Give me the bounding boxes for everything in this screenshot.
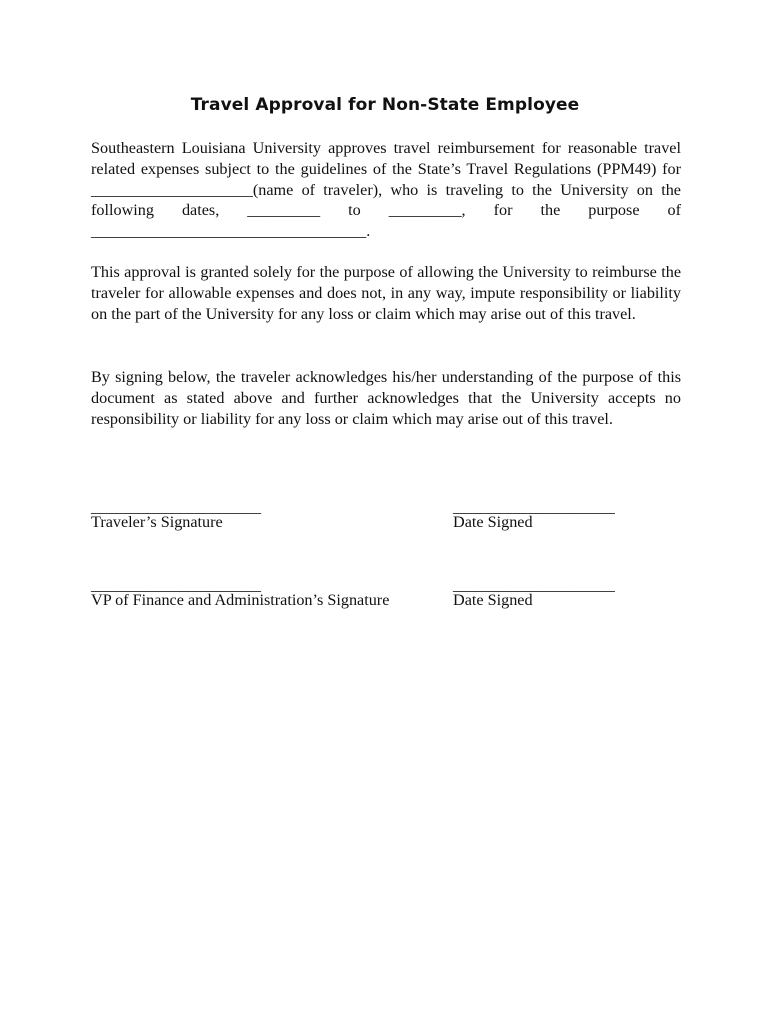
vp-signature-line[interactable]: _____________________ xyxy=(91,576,261,594)
traveler-signature-label: Traveler’s Signature xyxy=(91,513,223,531)
vp-signature-label: VP of Finance and Administration’s Signature xyxy=(91,591,390,609)
traveler-date-line[interactable]: ____________________ xyxy=(453,498,615,516)
acknowledgement-paragraph: By signing below, the traveler acknowledges his/her understanding of the purpose of this document as stated above and further acknowledges that the University accepts no responsibility or liability for any loss or claim which may arise out of this travel. xyxy=(91,368,681,428)
traveler-signature-line[interactable]: _____________________ xyxy=(91,498,261,516)
approval-statement-paragraph: Southeastern Louisiana University approves travel reimbursement for reasonable travel related expenses subject to the guidelines of the State’s Travel Regulations (PPM49) for ____________________(name of traveler), who is traveling to the University on the following dates, _________ to _________, for the purpose of __________________________________. xyxy=(91,139,681,241)
liability-disclaimer-paragraph: This approval is granted solely for the purpose of allowing the University to reimburse the traveler for allowable expenses and does not, in any way, impute responsibility or liability on the part of the University for any loss or claim which may arise out of this travel. xyxy=(91,263,681,323)
document-title: Travel Approval for Non-State Employee xyxy=(190,95,580,115)
vp-date-line[interactable]: ____________________ xyxy=(453,576,615,594)
traveler-date-label: Date Signed xyxy=(453,513,533,531)
vp-date-label: Date Signed xyxy=(453,591,533,609)
